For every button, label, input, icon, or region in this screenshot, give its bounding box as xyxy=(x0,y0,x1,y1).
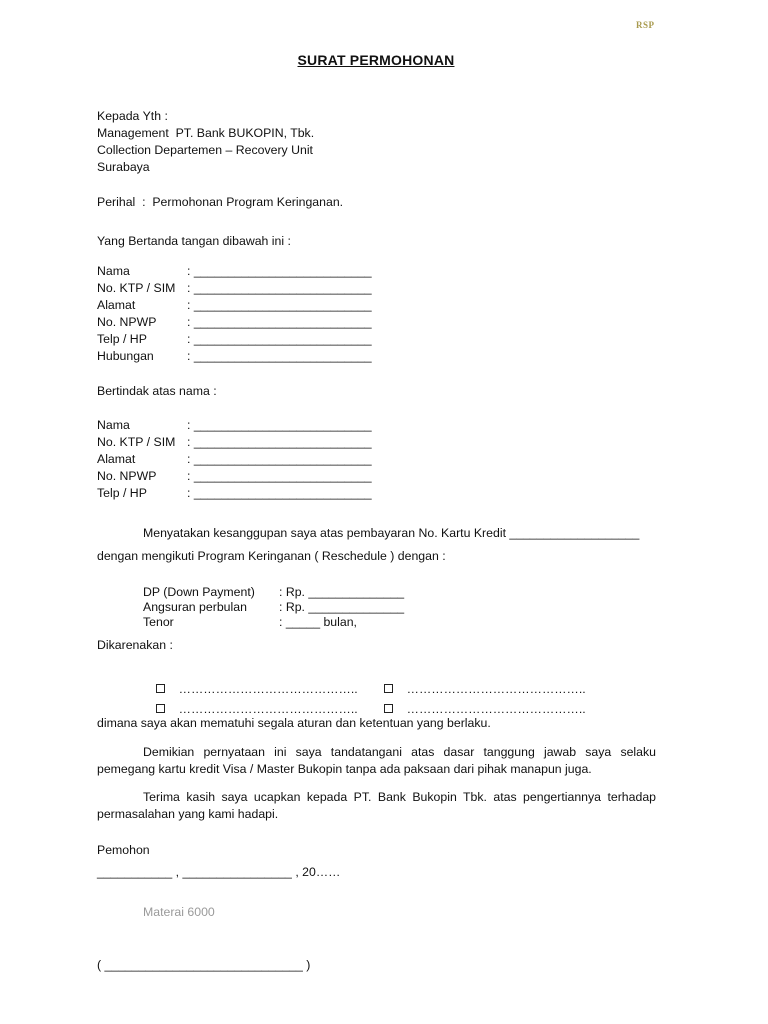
field-blank[interactable]: : __________________________ xyxy=(187,349,372,363)
reason-blank: …………………………………….. xyxy=(406,682,586,696)
document-mark: RSP xyxy=(636,20,655,30)
payment-label: Tenor xyxy=(143,615,174,629)
subject-line: Perihal : Permohonan Program Keringanan. xyxy=(97,195,344,209)
field-label: No. NPWP xyxy=(97,315,157,329)
payment-label: DP (Down Payment) xyxy=(143,585,255,599)
field-blank[interactable]: : __________________________ xyxy=(187,486,372,500)
thanks-paragraph xyxy=(97,789,656,823)
field-label: Telp / HP xyxy=(97,332,147,346)
place-date-blank[interactable]: ___________ , ________________ , 20…… xyxy=(97,865,341,879)
reason-blank: …………………………………….. xyxy=(406,702,586,716)
field-blank[interactable]: : __________________________ xyxy=(187,435,372,449)
reason-blank: …………………………………….. xyxy=(178,682,358,696)
payment-label: Angsuran perbulan xyxy=(143,600,247,614)
addressee-line: Surabaya xyxy=(97,160,150,174)
signature-name-line[interactable]: ( _____________________________ ) xyxy=(97,958,311,972)
statement-line: Menyatakan kesanggupan saya atas pembayaran No. Kartu Kredit ___________________ xyxy=(143,526,640,540)
field-blank[interactable]: : __________________________ xyxy=(187,332,372,346)
statement-line: dengan mengikuti Program Keringanan ( Reschedule ) dengan : xyxy=(97,549,446,563)
section1-intro: Yang Bertanda tangan dibawah ini : xyxy=(97,234,291,248)
field-label: Telp / HP xyxy=(97,486,147,500)
declaration-paragraph xyxy=(97,744,656,778)
field-blank[interactable]: : __________________________ xyxy=(187,264,372,278)
field-label: No. KTP / SIM xyxy=(97,281,176,295)
declaration-text: Demikian pernyataan ini saya tandatangani atas dasar tanggung jawab saya selaku pemegang kartu kredit Visa / Master Bukopin tanpa ada paksaan dari pihak manapun juga. xyxy=(97,745,656,776)
addressee-line: Kepada Yth : xyxy=(97,109,168,123)
addressee-line: Management PT. Bank BUKOPIN, Tbk. xyxy=(97,126,315,140)
field-label: Hubungan xyxy=(97,349,154,363)
field-label: No. NPWP xyxy=(97,469,157,483)
field-blank[interactable]: : __________________________ xyxy=(187,452,372,466)
field-blank[interactable]: : __________________________ xyxy=(187,281,372,295)
document-title: SURAT PERMOHONAN xyxy=(297,52,455,68)
section2-intro: Bertindak atas nama : xyxy=(97,384,217,398)
field-label: No. KTP / SIM xyxy=(97,435,176,449)
addressee-line: Collection Departemen – Recovery Unit xyxy=(97,143,313,157)
field-blank[interactable]: : __________________________ xyxy=(187,469,372,483)
reasons-label: Dikarenakan : xyxy=(97,638,173,652)
applicant-label: Pemohon xyxy=(97,843,150,857)
checkbox-icon[interactable] xyxy=(384,704,393,713)
stamp-placeholder: Materai 6000 xyxy=(143,905,215,919)
field-label: Alamat xyxy=(97,452,136,466)
compliance-line: dimana saya akan mematuhi segala aturan dan ketentuan yang berlaku. xyxy=(97,716,491,730)
field-label: Nama xyxy=(97,264,130,278)
payment-blank[interactable]: : Rp. ______________ xyxy=(279,585,405,599)
payment-blank[interactable]: : Rp. ______________ xyxy=(279,600,405,614)
payment-blank[interactable]: : _____ bulan, xyxy=(279,615,357,629)
checkbox-icon[interactable] xyxy=(156,704,165,713)
field-blank[interactable]: : __________________________ xyxy=(187,298,372,312)
field-blank[interactable]: : __________________________ xyxy=(187,315,372,329)
reason-blank: …………………………………….. xyxy=(178,702,358,716)
field-label: Nama xyxy=(97,418,130,432)
field-blank[interactable]: : __________________________ xyxy=(187,418,372,432)
thanks-text: Terima kasih saya ucapkan kepada PT. Bank Bukopin Tbk. atas pengertiannya terhadap permasalahan yang kami hadapi. xyxy=(97,790,656,821)
field-label: Alamat xyxy=(97,298,136,312)
